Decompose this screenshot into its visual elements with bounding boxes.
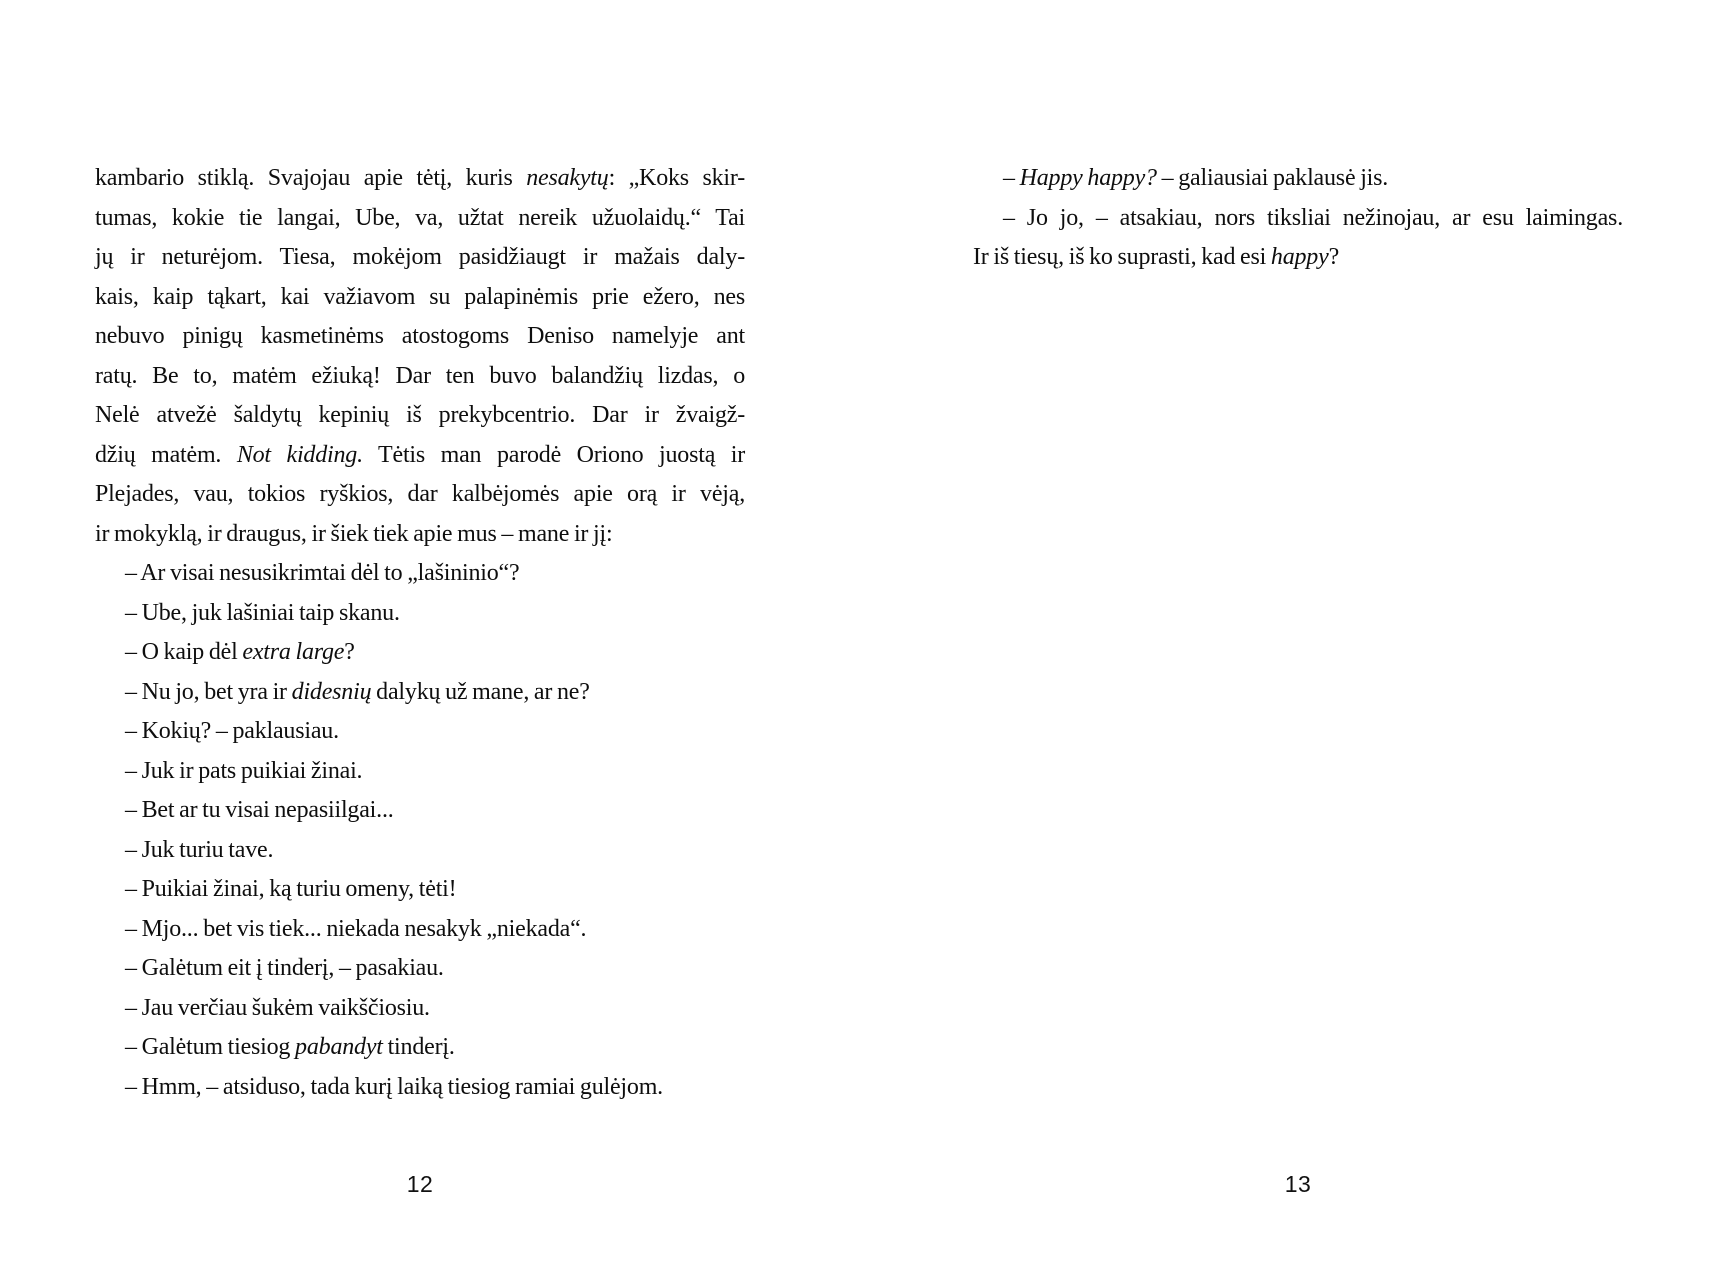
text-line	[973, 159, 1623, 199]
text-line	[95, 831, 745, 871]
text-line	[95, 159, 745, 199]
text-segment: – Galėtum tiesiog	[125, 1034, 296, 1060]
text-line	[95, 712, 745, 752]
text-segment: Tėtis man parodė Oriono juostą ir	[362, 441, 746, 468]
emphasis-text: nesakytų	[526, 165, 609, 191]
text-line	[95, 1068, 745, 1108]
text-line	[95, 436, 745, 476]
text-segment: tumas, kokie tie langai, Ube, va, užtat nereik užuolaidų.“ Tai	[95, 204, 745, 231]
text-line	[95, 791, 745, 831]
text-segment: – Bet ar tu visai nepasiilgai...	[125, 797, 394, 823]
text-line	[973, 238, 1623, 278]
text-segment: kais, kaip tąkart, kai važiavom su palapinėmis prie ežero, nes	[95, 283, 745, 310]
text-segment: jų ir neturėjom. Tiesa, mokėjom pasidžiaugt ir mažais daly-	[95, 244, 745, 270]
text-segment: – Puikiai žinai, ką turiu omeny, tėti!	[125, 876, 457, 902]
text-segment: – Galėtum eit į tinderį, – pasakiau.	[125, 955, 444, 981]
text-segment: nebuvo pinigų kasmetinėms atostogoms Deniso namelyje ant	[95, 323, 745, 349]
text-segment: ?	[344, 639, 355, 665]
text-line	[95, 396, 745, 436]
text-segment: Nelė atvežė šaldytų kepinių iš prekybcentrio. Dar ir žvaigž-	[95, 402, 745, 428]
text-line	[95, 870, 745, 910]
page-left-text-block	[95, 159, 745, 1107]
text-segment: tinderį.	[382, 1034, 455, 1060]
text-segment: kambario stiklą. Svajojau apie tėtį, kuris	[95, 165, 527, 191]
text-segment: džių matėm.	[95, 441, 237, 468]
emphasis-text: extra large	[242, 639, 345, 665]
text-segment: Ir iš tiesų, iš ko suprasti, kad esi	[973, 244, 1271, 270]
text-segment: : „Koks skir-	[608, 165, 745, 191]
text-segment: – O kaip dėl	[125, 639, 243, 665]
text-segment: – Jau verčiau šukėm vaikščiosiu.	[125, 994, 430, 1021]
text-line	[95, 910, 745, 950]
text-line	[95, 199, 745, 239]
text-segment: ir mokyklą, ir draugus, ir šiek tiek apie mus – mane ir jį:	[95, 520, 613, 547]
text-line	[95, 554, 745, 594]
text-segment: – Ube, juk lašiniai taip skanu.	[125, 599, 400, 626]
text-segment: dalykų už mane, ar ne?	[371, 678, 590, 705]
text-segment: – galiausiai paklausė jis.	[1156, 165, 1389, 191]
text-line	[95, 357, 745, 397]
text-line	[95, 633, 745, 673]
text-segment: – Juk ir pats puikiai žinai.	[125, 757, 363, 784]
emphasis-text: happy	[1270, 244, 1329, 270]
page-number-right: 13	[1284, 1171, 1312, 1197]
text-segment: – Juk turiu tave.	[125, 836, 274, 863]
text-line	[973, 199, 1623, 239]
text-line	[95, 949, 745, 989]
text-line	[95, 673, 745, 713]
text-segment: – Mjo... bet vis tiek... niekada nesakyk „niekada“.	[125, 915, 587, 942]
text-segment: Plejades, vau, tokios ryškios, dar kalbėjomės apie orą ir vėją,	[95, 481, 745, 507]
text-segment: – Ar visai nesusikrimtai dėl to „lašininio“?	[125, 560, 520, 586]
text-segment: ratų. Be to, matėm ežiuką! Dar ten buvo balandžių lizdas, o	[95, 362, 745, 389]
emphasis-text: pabandyt	[295, 1034, 383, 1060]
text-segment: – Jo jo, – atsakiau, nors tiksliai nežinojau, ar esu laimingas.	[1003, 204, 1623, 231]
emphasis-text: Not kidding.	[236, 441, 363, 468]
emphasis-text: Happy happy?	[1019, 165, 1157, 191]
text-line	[95, 515, 745, 555]
text-line	[95, 594, 745, 634]
text-line	[95, 752, 745, 792]
text-line	[95, 475, 745, 515]
text-line	[95, 278, 745, 318]
text-line	[95, 238, 745, 278]
text-line	[95, 989, 745, 1029]
text-line	[95, 317, 745, 357]
text-segment: – Kokių? – paklausiau.	[125, 718, 339, 744]
text-segment: ?	[1328, 244, 1340, 270]
text-segment: – Nu jo, bet yra ir	[125, 678, 292, 705]
page-number-left: 12	[406, 1171, 434, 1197]
text-segment: – Hmm, – atsiduso, tada kurį laiką tiesiog ramiai gulėjom.	[125, 1073, 663, 1100]
text-line	[95, 1028, 745, 1068]
emphasis-text: didesnių	[291, 678, 372, 705]
page-right-text-block	[973, 159, 1623, 278]
text-segment: –	[1003, 165, 1020, 191]
